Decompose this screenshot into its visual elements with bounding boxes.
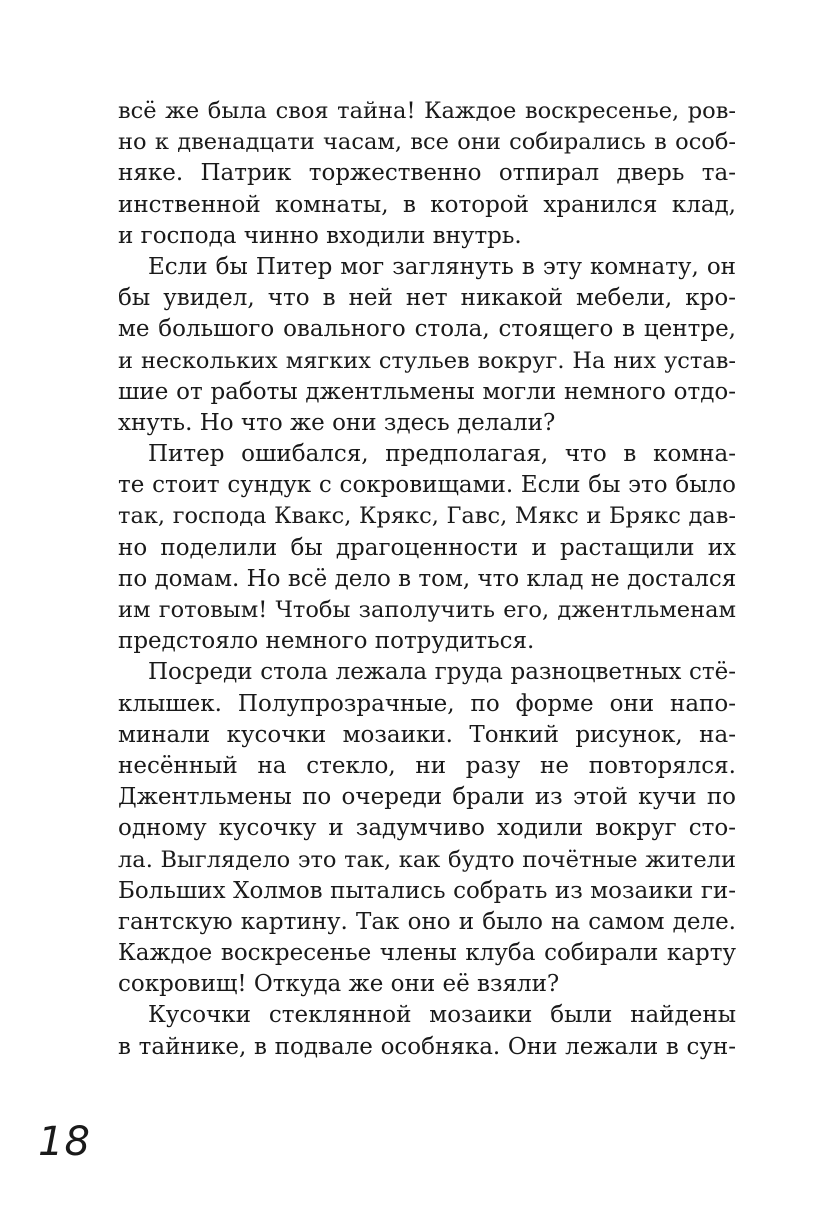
text-line: ме большого овального стола, стоящего в центре, [118, 316, 736, 343]
paragraph-first-line: Если бы Питер мог заглянуть в эту комнату, он [148, 253, 736, 280]
text-line: хнуть. Но что же они здесь делали? [118, 409, 556, 436]
page-body-text [118, 96, 736, 1063]
text-line: одному кусочку и задумчиво ходили вокруг сто- [118, 815, 736, 842]
text-line: сокровищ! Откуда же они её взяли? [118, 971, 560, 998]
text-line: им готовым! Чтобы заполучить его, джентльменам [118, 597, 736, 623]
text-line: предстояло немного потрудиться. [118, 628, 535, 655]
text-line: несённый на стекло, ни разу не повторялся. [118, 752, 736, 779]
text-line: шие от работы джентльмены могли немного отдо- [118, 378, 736, 405]
paragraph-first-line: Питер ошибался, предполагая, что в комна- [148, 441, 736, 468]
text-line: Больших Холмов пытались собрать из мозаики ги- [118, 877, 736, 904]
text-line: так, господа Квакс, Крякс, Гавс, Мякс и Брякс дав- [118, 503, 736, 530]
page-number: 18 [38, 1119, 91, 1165]
text-line: инственной комнаты, в которой хранился клад, [118, 191, 736, 218]
text-line: Каждое воскресенье члены клуба собирали карту [118, 940, 736, 967]
text-line: но к двенадцати часам, все они собирались в особ- [118, 129, 736, 156]
text-line: в тайнике, в подвале особняка. Они лежали в сун- [118, 1033, 736, 1060]
paragraph-first-line: Посреди стола лежала груда разноцветных стё- [148, 659, 736, 686]
text-line: по домам. Но всё дело в том, что клад не достался [118, 565, 737, 592]
text-line: Джентльмены по очереди брали из этой кучи по [118, 784, 736, 811]
text-line: ла. Выглядело это так, как будто почётные жители [118, 846, 736, 873]
text-line: и господа чинно входили внутрь. [118, 222, 522, 249]
text-line: минали кусочки мозаики. Тонкий рисунок, на- [118, 721, 736, 748]
text-line: те стоит сундук с сокровищами. Если бы это было [118, 472, 736, 499]
text-line: клышек. Полупрозрачные, по форме они напо- [118, 690, 736, 717]
text-line: всё же была своя тайна! Каждое воскресенье, ров- [118, 98, 736, 124]
text-line: няке. Патрик торжественно отпирал дверь та- [118, 160, 736, 187]
paragraph-first-line: Кусочки стеклянной мозаики были найдены [148, 1002, 736, 1029]
text-line: и нескольких мягких стульев вокруг. На них устав- [118, 347, 736, 374]
text-line: гантскую картину. Так оно и было на самом деле. [118, 908, 736, 935]
text-line: но поделили бы драгоценности и растащили их [118, 534, 736, 561]
text-line: бы увидел, что в ней нет никакой мебели, кро- [118, 285, 736, 312]
